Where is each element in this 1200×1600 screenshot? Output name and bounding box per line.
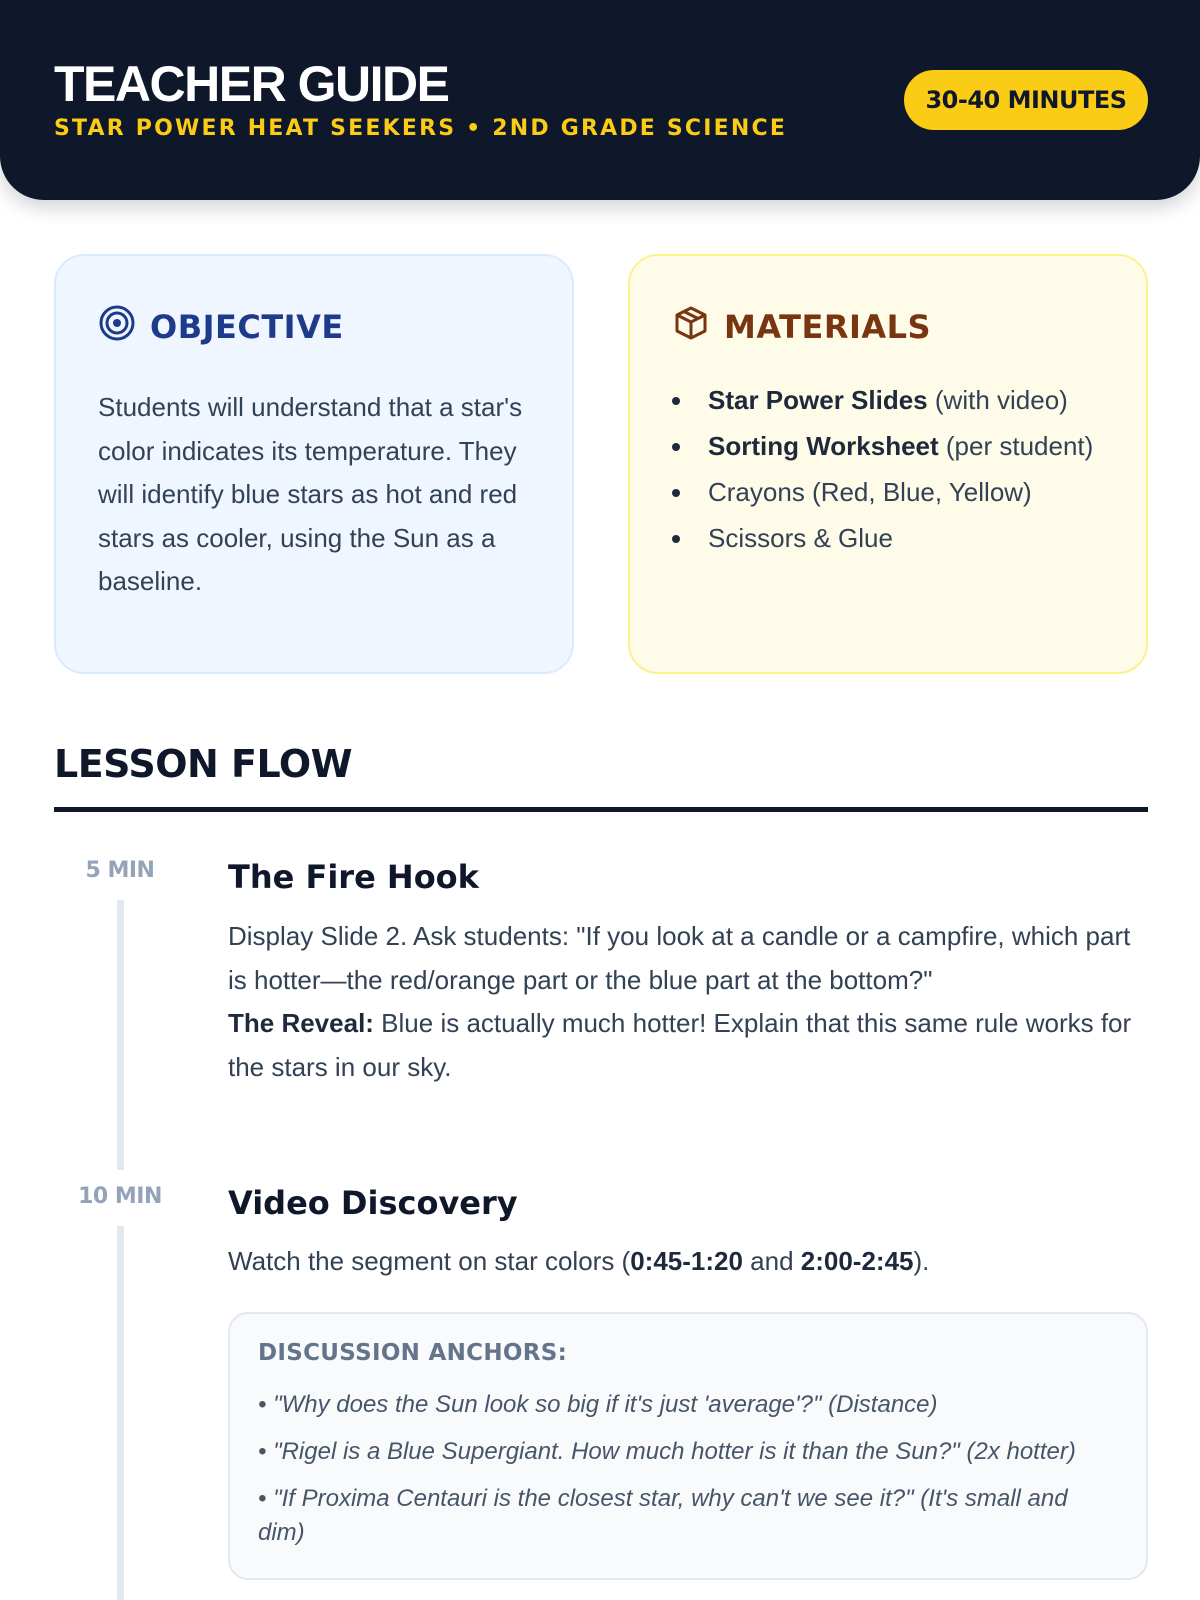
reveal-label: The Reveal: bbox=[228, 1008, 374, 1038]
list-item: • "Rigel is a Blue Supergiant. How much hotter is it than the Sun?" (2x hotter) bbox=[258, 1438, 1076, 1465]
objective-text: Students will understand that a star's color indicates its temperature. They will identify blue stars as hot and red stars as cooler, using the Sun as a baseline. bbox=[98, 392, 523, 596]
discussion-anchors-box bbox=[228, 1312, 1148, 1580]
objective-card bbox=[54, 254, 574, 674]
materials-card bbox=[628, 254, 1148, 674]
list-item: Crayons (Red, Blue, Yellow) bbox=[672, 472, 1104, 512]
list-item: • "If Proxima Centauri is the closest star, why can't we see it?" (It's small and dim) bbox=[258, 1485, 1068, 1546]
step-time: 5 MIN bbox=[85, 858, 155, 883]
materials-heading bbox=[672, 304, 1104, 350]
page-subtitle: STAR POWER HEAT SEEKERS • 2ND GRADE SCIENCE bbox=[54, 116, 788, 141]
step-time: 10 MIN bbox=[78, 1184, 162, 1209]
discussion-anchors-list bbox=[258, 1388, 1118, 1550]
discussion-anchors-label: DISCUSSION ANCHORS: bbox=[258, 1340, 568, 1366]
objective-title: OBJECTIVE bbox=[150, 308, 344, 346]
step-title: Video Discovery bbox=[228, 1184, 518, 1222]
duration-badge: 30-40 MINUTES bbox=[904, 70, 1148, 130]
materials-list bbox=[672, 380, 1104, 558]
box-icon bbox=[672, 304, 710, 350]
lesson-flow-title: LESSON FLOW bbox=[54, 742, 353, 786]
list-item: Sorting Worksheet (per student) bbox=[672, 426, 1104, 466]
objective-heading bbox=[98, 304, 530, 350]
list-item: • "Why does the Sun look so big if it's just 'average'?" (Distance) bbox=[258, 1391, 938, 1418]
list-item: Scissors & Glue bbox=[672, 518, 1104, 558]
materials-title: MATERIALS bbox=[724, 308, 932, 346]
step-body: Display Slide 2. Ask students: "If you look at a candle or a campfire, which part is hotter—the red/orange part or the blue part at the bottom?" The Reveal: Blue is actually much hotter! Explain that this same rule works for the stars in our sky. bbox=[228, 921, 1132, 1082]
step-title: The Fire Hook bbox=[228, 858, 479, 896]
timeline-line bbox=[117, 900, 124, 1170]
timeline-line bbox=[117, 1226, 124, 1600]
step-body: Watch the segment on star colors (0:45-1:20 and 2:00-2:45). bbox=[228, 1246, 930, 1276]
list-item: Star Power Slides (with video) bbox=[672, 380, 1104, 420]
section-divider bbox=[54, 807, 1148, 812]
target-icon bbox=[98, 304, 136, 350]
page-title: TEACHER GUIDE bbox=[54, 56, 449, 112]
page-header bbox=[0, 0, 1200, 200]
